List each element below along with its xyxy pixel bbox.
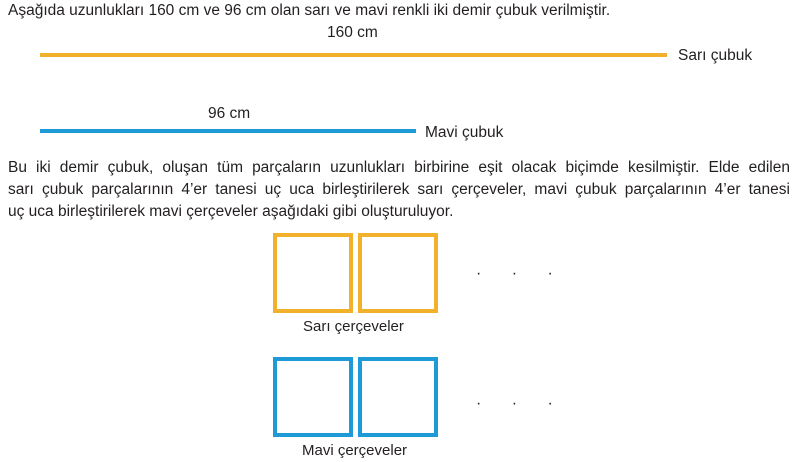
blue-frames-caption: Mavi çerçeveler [302, 442, 408, 459]
description-paragraph [8, 157, 790, 223]
paragraph-line-1: Bu iki demir çubuk, oluşan tüm parçaların uzunlukları birbirine eşit olacak biçimde kesilmiştir. Elde edilen [8, 159, 790, 176]
blue-rod-length-label: 96 cm [208, 105, 251, 122]
intro-text: Aşağıda uzunlukları 160 cm ve 96 cm olan sarı ve mavi renkli iki demir çubuk verilmiştir. [8, 2, 611, 19]
yellow-rod [40, 53, 667, 57]
yellow-frames-ellipsis: · · · [476, 265, 566, 282]
paragraph-line-2: sarı çubuk parçalarının 4’er tanesi uç uca birleştirilerek sarı çerçeveler, mavi çubuk parçalarının 4’er tanesi [8, 181, 790, 198]
blue-rod-name-label: Mavi çubuk [425, 124, 504, 141]
paragraph-line-3: uç uca birleştirilerek mavi çerçeveler aşağıdaki gibi oluşturuluyor. [8, 203, 454, 220]
blue-frames-ellipsis: · · · [476, 395, 566, 412]
yellow-frame-1 [273, 233, 353, 313]
yellow-rod-name-label: Sarı çubuk [678, 47, 753, 64]
yellow-frames-caption: Sarı çerçeveler [303, 318, 404, 335]
blue-frame-1 [273, 357, 353, 437]
blue-rod [40, 129, 416, 133]
blue-frame-2 [358, 357, 438, 437]
yellow-rod-length-label: 160 cm [327, 24, 378, 41]
yellow-frame-2 [358, 233, 438, 313]
